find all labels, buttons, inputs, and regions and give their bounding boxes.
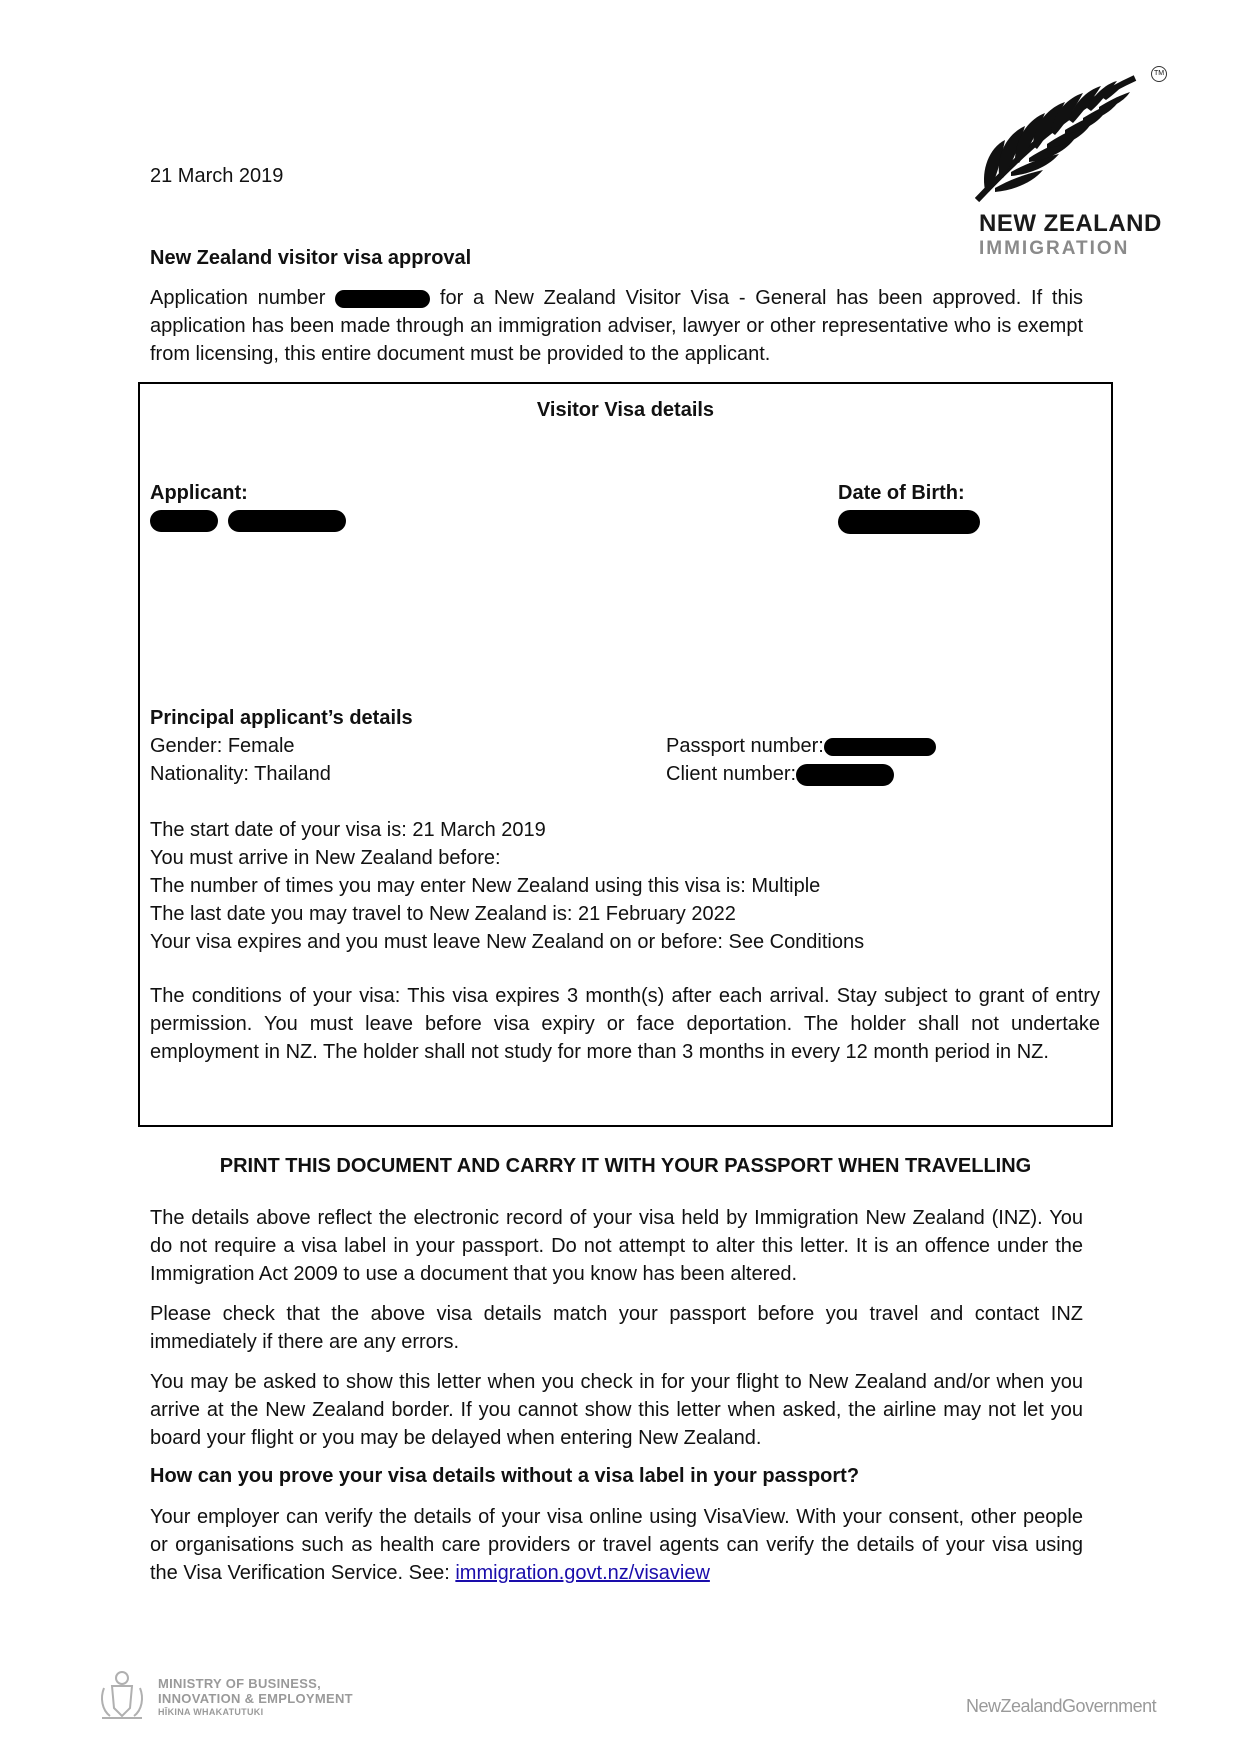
- letter-heading: New Zealand visitor visa approval: [150, 247, 472, 269]
- passport-label: Passport number:: [666, 735, 824, 757]
- client-label: Client number:: [666, 763, 797, 785]
- passport-number-redaction: [824, 738, 936, 756]
- notice-paragraph-1: The details above reflect the electronic record of your visa held by Immigration New Zealand (INZ). You do not require a visa label in your passport. Do not attempt to alter this letter. It is an offence under the Immigration Act 2009 to use a document that you know has been altered.: [150, 1207, 1083, 1285]
- visa-details-box: [138, 382, 1113, 1127]
- trademark-text: TM: [1153, 70, 1165, 77]
- details-title: Visitor Visa details: [536, 399, 715, 421]
- client-number-redaction: [796, 764, 894, 786]
- notice-paragraph-3: You may be asked to show this letter when you check in for your flight to New Zealand and/or when you arrive at the New Zealand border. If you cannot show this letter when asked, the airline may not let you board your flight or you may be delayed when entering New Zealand.: [150, 1371, 1083, 1449]
- start-date-line: The start date of your visa is: 21 March 2019: [150, 819, 546, 841]
- entries-line: The number of times you may enter New Zealand using this visa is: Multiple: [150, 875, 821, 897]
- visaview-link[interactable]: immigration.govt.nz/visaview: [455, 1562, 710, 1584]
- notice-paragraph-2: Please check that the above visa details match your passport before you travel and contact INZ immediately if there are any errors.: [150, 1303, 1083, 1353]
- silver-fern-icon: [975, 70, 1175, 210]
- expiry-line: Your visa expires and you must leave New Zealand on or before: See Conditions: [150, 931, 865, 953]
- client-line: [666, 760, 894, 788]
- passport-line: [666, 732, 936, 760]
- last-travel-line: The last date you may travel to New Zealand is: 21 February 2022: [150, 903, 736, 925]
- arrive-before-line: You must arrive in New Zealand before:: [150, 847, 501, 869]
- letter-date: 21 March 2019: [150, 165, 284, 187]
- visa-dates-block: [150, 816, 1100, 956]
- gender-line: Gender: Female: [150, 735, 295, 757]
- nz-government-wordmark: NewZealandGovernment: [966, 1696, 1157, 1716]
- dob-label: Date of Birth:: [838, 482, 965, 504]
- mbie-line-3: HĪKINA WHAKATUTUKI: [158, 1707, 264, 1717]
- nz-immigration-logo: [975, 70, 1175, 270]
- principal-heading: Principal applicant’s details: [150, 707, 413, 729]
- visa-conditions: The conditions of your visa: This visa expires 3 month(s) after each arrival. Stay subject to grant of entry permission. You must leave before visa expiry or face deportation. The holder shall not undertake employment in NZ. The holder shall not study for more than 3 months in every 12 month period in NZ.: [150, 985, 1100, 1063]
- trademark-mark: [1151, 66, 1167, 82]
- intro-text-part1: Application number: [150, 287, 326, 309]
- mbie-footer-logo: [96, 1668, 396, 1724]
- applicant-name-redaction: [150, 510, 346, 532]
- logo-name: NEW ZEALAND: [979, 210, 1162, 237]
- application-number-redaction: [335, 290, 430, 308]
- dob-redaction: [838, 510, 980, 534]
- nationality-line: Nationality: Thailand: [150, 763, 331, 785]
- mbie-line-1: MINISTRY OF BUSINESS,: [158, 1676, 322, 1691]
- print-notice-heading: PRINT THIS DOCUMENT AND CARRY IT WITH YOUR PASSPORT WHEN TRAVELLING: [219, 1155, 1032, 1177]
- logo-subtitle: IMMIGRATION: [979, 238, 1130, 259]
- coat-of-arms-icon: [96, 1668, 148, 1722]
- intro-text-part2: for a New Zealand Visitor Visa - General has been approved. If this application has been made through an immigration adviser, lawyer or other representative who is exempt from licensing, this entire document must be provided to the applicant.: [150, 287, 1084, 365]
- mbie-line-2: INNOVATION & EMPLOYMENT: [158, 1691, 353, 1706]
- applicant-label: Applicant:: [150, 482, 248, 504]
- notice-paragraph-4: [150, 1503, 1083, 1587]
- intro-paragraph: [150, 284, 1083, 368]
- prove-heading: How can you prove your visa details without a visa label in your passport?: [150, 1465, 860, 1487]
- visaview-text: Your employer can verify the details of your visa online using VisaView. With your consent, other people or organisations such as health care providers or travel agents can verify the details of your visa using the Visa Verification Service. See:: [150, 1506, 1083, 1584]
